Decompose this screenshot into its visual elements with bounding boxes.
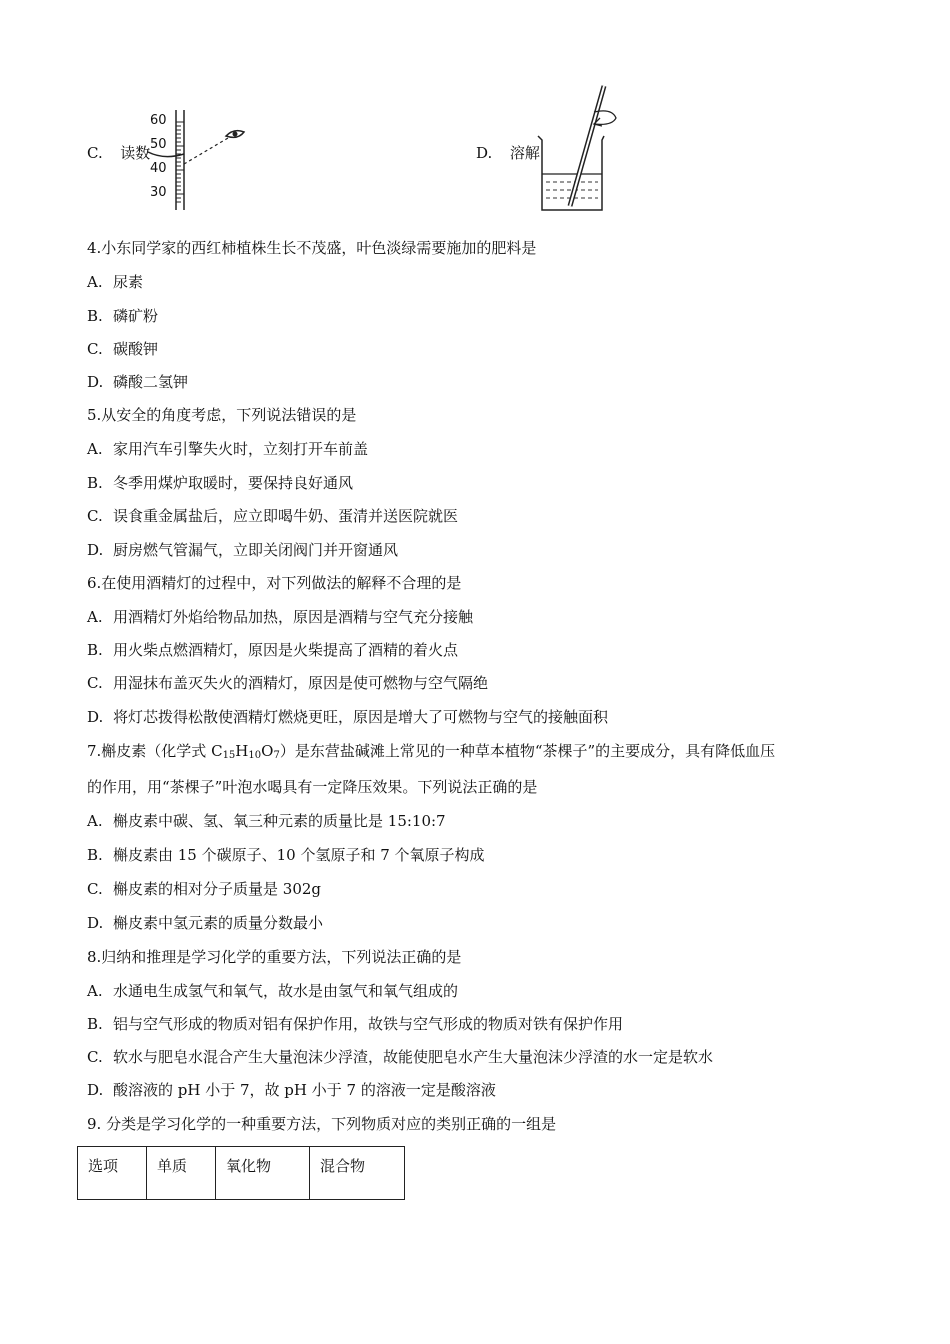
question-5-option-b: B. 冬季用煤炉取暖时，要保持良好通风 [87,474,354,492]
question-4-option-d: D. 磷酸二氢钾 [87,373,189,391]
question-5-option-a: A. 家用汽车引擎失火时，立刻打开车前盖 [87,440,369,458]
beaker-stirring-figure [532,82,632,214]
question-6-stem: 6.在使用酒精灯的过程中，对下列做法的解释不合理的是 [87,574,462,592]
tick-30: 30 [150,185,167,200]
question-6-option-c: C. 用湿抹布盖灭失火的酒精灯，原因是使可燃物与空气隔绝 [87,674,489,692]
figure-c-label: 读数 [120,144,151,162]
question-4-option-b: B. 磷矿粉 [87,307,159,325]
table-header-oxide: 氧化物 [216,1147,310,1200]
question-4-option-a: A. 尿素 [87,273,144,291]
question-9-stem: 9. 分类是学习化学的一种重要方法，下列物质对应的类别正确的一组是 [87,1115,557,1133]
question-8-stem: 8.归纳和推理是学习化学的重要方法，下列说法正确的是 [87,948,462,966]
question-5-option-d: D. 厨房燃气管漏气，立即关闭阀门并开窗通风 [87,541,399,559]
question-4-stem: 4.小东同学家的西红柿植株生长不茂盛，叶色淡绿需要施加的肥料是 [87,239,537,257]
question-7-option-b: B. 槲皮素由 15 个碳原子、10 个氢原子和 7 个氧原子构成 [87,846,485,864]
question-7-stem-line1: 7.槲皮素（化学式 $C_{15}H_{10}O_7$）是东营盐碱滩上常见的一种草本植物“茶棵子”的主要成分，具有降低血压 [87,742,776,761]
question-6-option-b: B. 用火柴点燃酒精灯，原因是火柴提高了酒精的着火点 [87,641,459,659]
question-8-option-c: C. 软水与肥皂水混合产生大量泡沫少浮渣，故能使肥皂水产生大量泡沫少浮渣的水一定是软水 [87,1048,714,1066]
tick-40: 40 [150,161,167,176]
question-8-option-b: B. 铝与空气形成的物质对铝有保护作用，故铁与空气形成的物质对铁有保护作用 [87,1015,624,1033]
question-6-option-a: A. 用酒精灯外焰给物品加热，原因是酒精与空气充分接触 [87,608,474,626]
question-7-option-c: C. 槲皮素的相对分子质量是 302g [87,880,322,898]
question-7-option-d: D. 槲皮素中氢元素的质量分数最小 [87,914,324,932]
classification-table [77,1146,405,1200]
question-7-option-a: A. 槲皮素中碳、氢、氧三种元素的质量比是 15:10:7 [87,812,446,830]
figure-c-letter: C. [87,144,103,162]
tick-60: 60 [150,113,167,128]
question-5-option-c: C. 误食重金属盐后，应立即喝牛奶、蛋清并送医院就医 [87,507,459,525]
question-6-option-d: D. 将灯芯拨得松散使酒精灯燃烧更旺，原因是增大了可燃物与空气的接触面积 [87,708,609,726]
table-header-element: 单质 [147,1147,216,1200]
eye-icon [226,131,244,138]
table-header-row [78,1147,405,1200]
tick-50: 50 [150,137,167,152]
figure-d-label: 溶解 [509,144,540,162]
question-4-option-c: C. 碳酸钾 [87,340,159,358]
question-8-option-a: A. 水通电生成氢气和氧气，故水是由氢气和氧气组成的 [87,982,459,1000]
figure-d-letter: D. [476,144,493,162]
question-5-stem: 5.从安全的角度考虑，下列说法错误的是 [87,406,357,424]
question-8-option-d: D. 酸溶液的 pH 小于 7，故 pH 小于 7 的溶液一定是酸溶液 [87,1081,496,1099]
question-7-stem-line2: 的作用，用“茶棵子”叶泡水喝具有一定降压效果。下列说法正确的是 [87,778,538,796]
table-header-mixture: 混合物 [310,1147,405,1200]
table-header-option: 选项 [78,1147,147,1200]
